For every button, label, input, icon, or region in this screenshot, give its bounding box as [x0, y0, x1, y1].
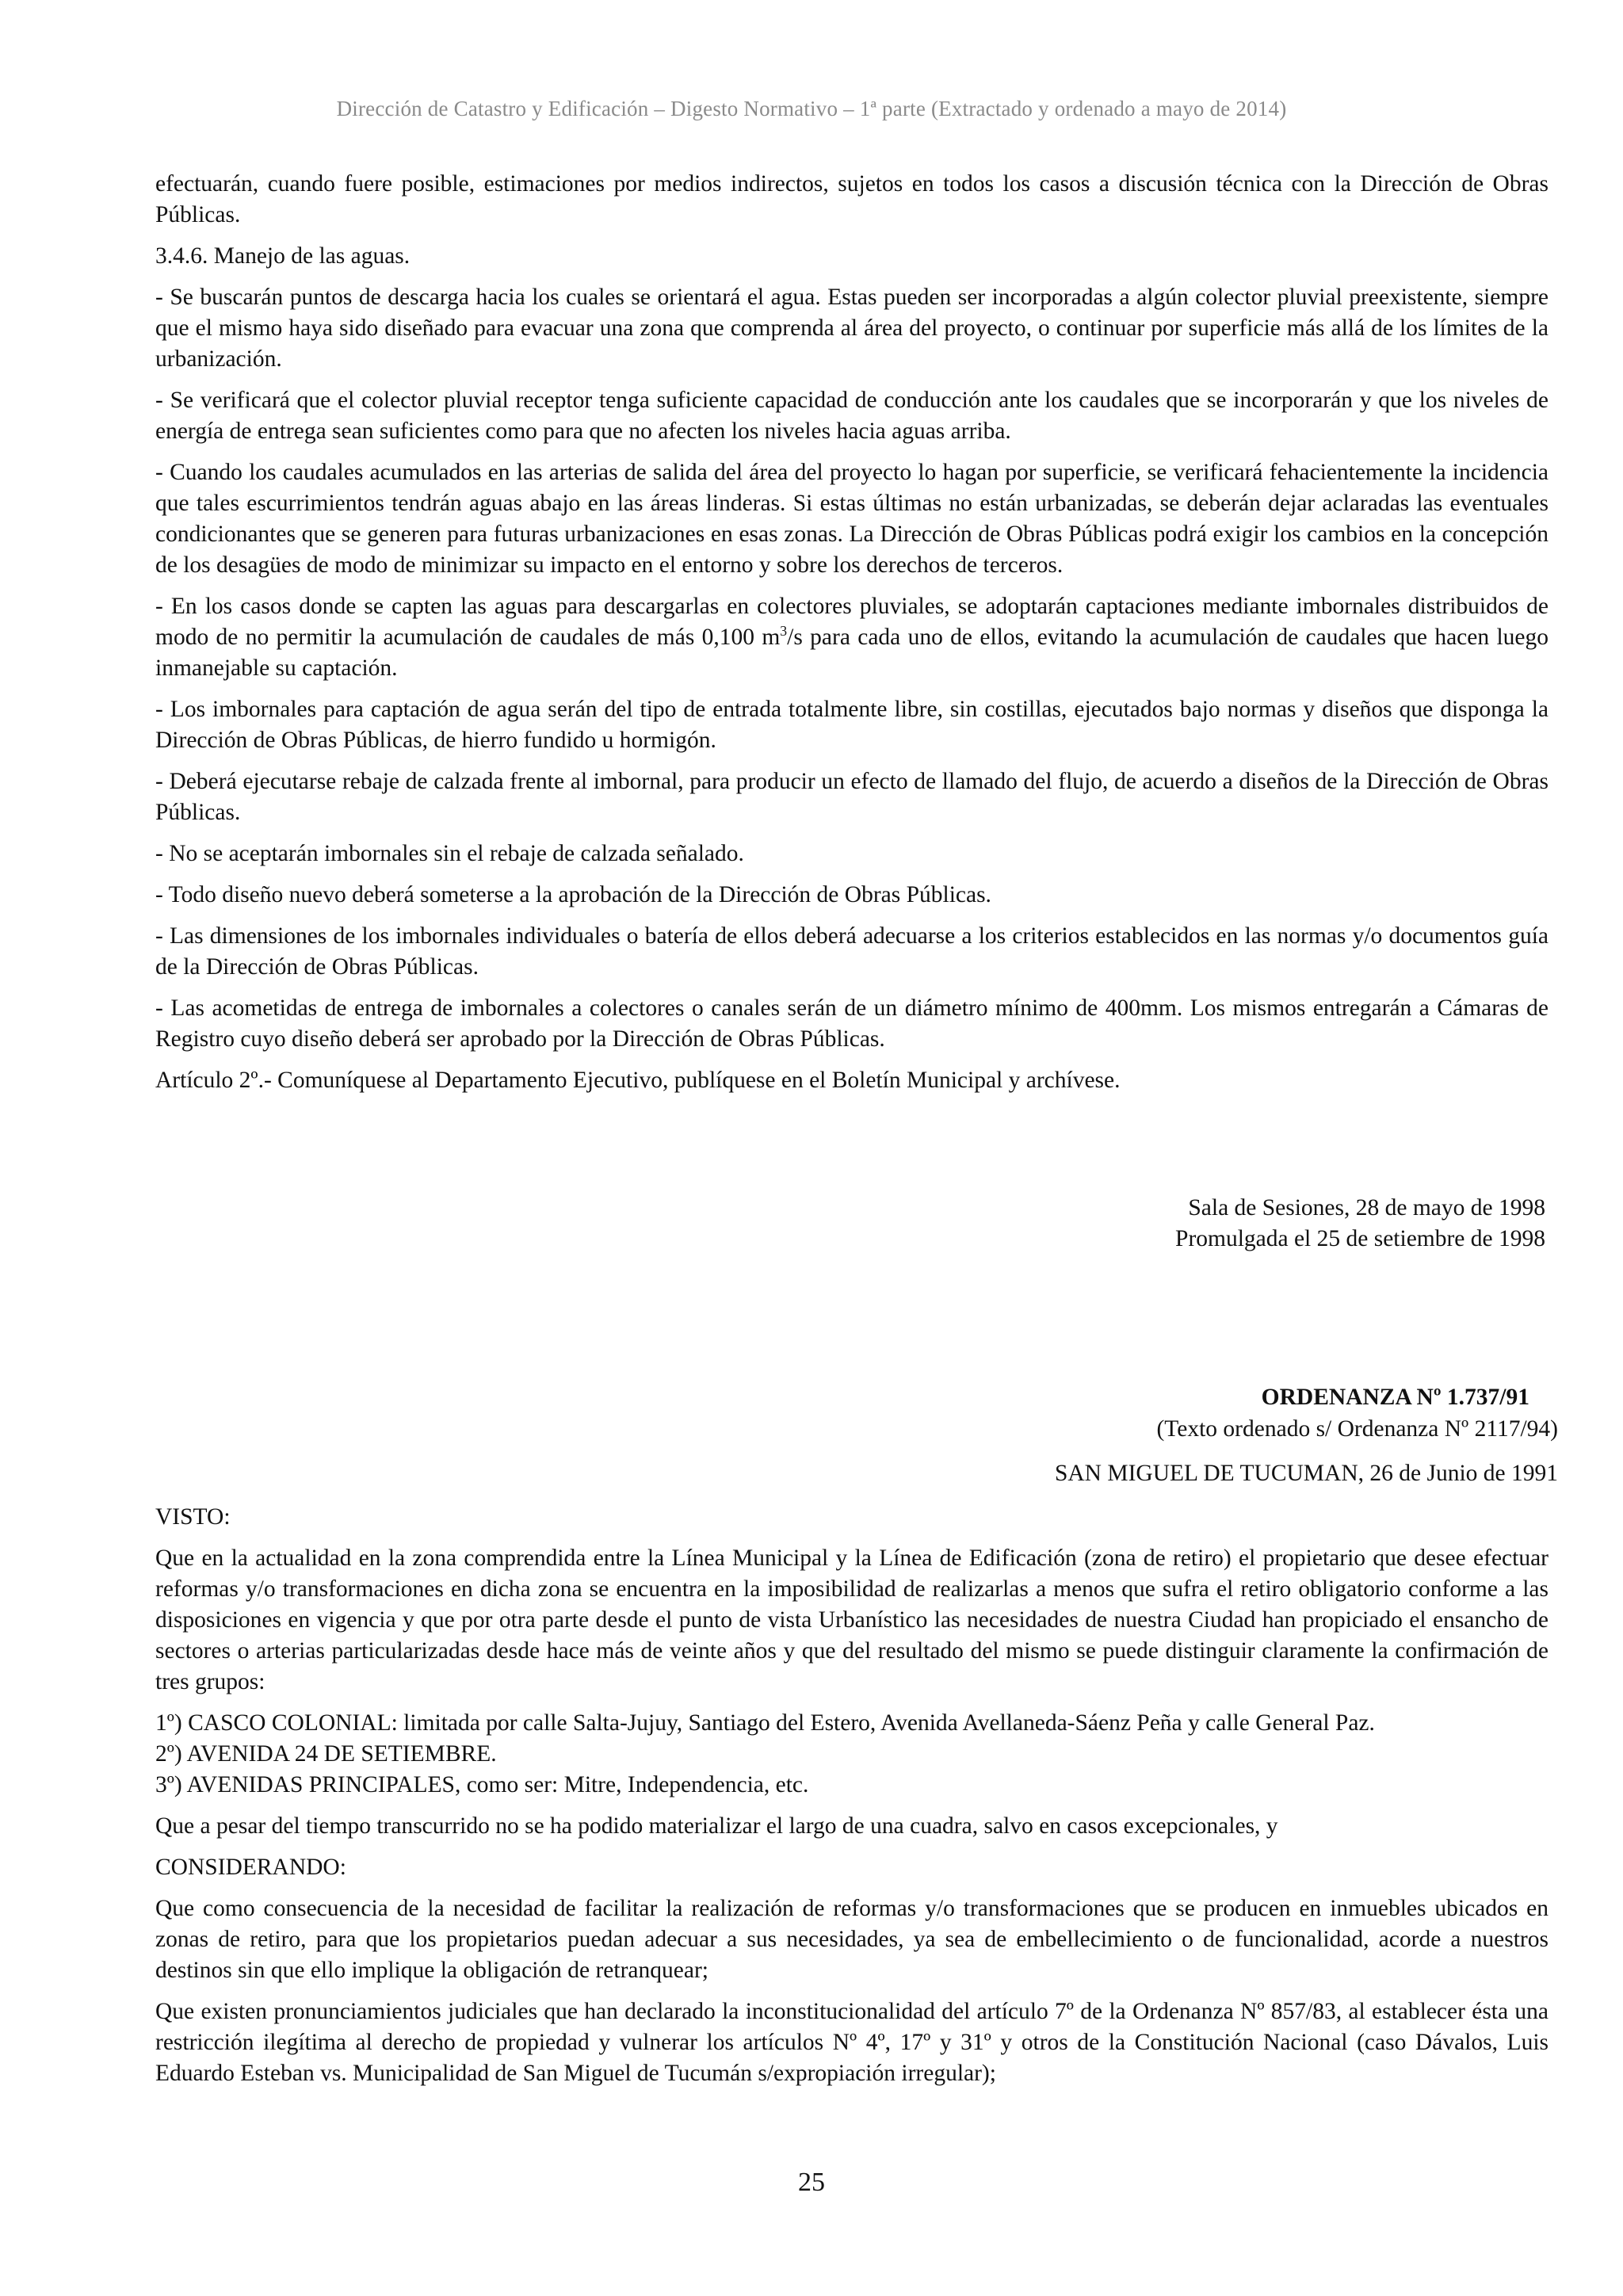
paragraph: - Las dimensiones de los imbornales individuales o batería de ellos deberá adecuarse a los criterios establecidos en las normas y/o documentos guía de la Dirección de Obras Públicas. — [155, 923, 1549, 980]
paragraph: Que en la actualidad en la zona comprendida entre la Línea Municipal y la Línea de Edificación (zona de retiro) el propietario que desee efectuar reformas y/o transformaciones en dicha zona se encuentra en la imposibilidad de realizarlas a menos que sufra el retiro obligatorio conforme a las disposiciones en vigencia y que por otra parte desde el punto de vista Urbanístico las necesidades de nuestra Ciudad han propiciado el ensancho de sectores o arterias particularizadas desde hace más de veinte años y que del resultado del mismo se puede distinguir claramente la confirmación de tres grupos: — [155, 1545, 1549, 1694]
paragraph: Que como consecuencia de la necesidad de facilitar la realización de reformas y/o transformaciones que se producen en inmuebles ubicados en zonas de retiro, para que los propietarios puedan adecuar a sus necesidades, ya sea de embellecimiento o de funcionalidad, acorde a nuestros destinos sin que ello implique la obligación de retranquear; — [155, 1896, 1549, 1983]
paragraph: - Los imbornales para captación de agua serán del tipo de entrada totalmente libre, sin costillas, ejecutados bajo normas y diseños que disponga la Dirección de Obras Públicas, de hierro fundido u hormigón. — [155, 697, 1549, 753]
paragraph: - Todo diseño nuevo deberá someterse a la aprobación de la Dirección de Obras Públicas. — [155, 882, 991, 907]
ordinance-subtitle: (Texto ordenado s/ Ordenanza Nº 2117/94) — [1156, 1416, 1558, 1442]
paragraph-text: /s para cada uno de ellos, evitando la acumulación de caudales que hacen luego inmanejable su captación. — [155, 625, 1549, 681]
place-date: SAN MIGUEL DE TUCUMAN, 26 de Junio de 1991 — [1054, 1461, 1558, 1486]
section-heading: 3.4.6. Manejo de las aguas. — [155, 243, 411, 269]
visto-label: VISTO: — [155, 1504, 231, 1530]
list-item: 2º) AVENIDA 24 DE SETIEMBRE. — [155, 1741, 497, 1767]
promulgation-line: Promulgada el 25 de setiembre de 1998 — [1175, 1226, 1545, 1251]
paragraph: Que a pesar del tiempo transcurrido no se ha podido materializar el largo de una cuadra, salvo en casos excepcionales, y — [155, 1813, 1278, 1839]
ordinance-title: ORDENANZA Nº 1.737/91 — [1261, 1385, 1529, 1410]
considerando-label: CONSIDERANDO: — [155, 1855, 346, 1880]
paragraph: - Se verificará que el colector pluvial receptor tenga suficiente capacidad de conducción ante los caudales que se incorporarán y que los niveles de energía de entrega sean suficientes como para que no afecten los niveles hacia aguas arriba. — [155, 388, 1549, 444]
paragraph: - Cuando los caudales acumulados en las arterias de salida del área del proyecto lo hagan por superficie, se verificará fehacientemente la incidencia que tales escurrimientos tendrán aguas abajo en las áreas linderas. Si estas últimas no están urbanizadas, se deberán dejar aclaradas las eventuales condicionantes que se generen para futuras urbanizaciones en esas zonas. La Dirección de Obras Públicas podrá exigir los cambios en la concepción de los desagües de modo de minimizar su impacto en el entorno y sobre los derechos de terceros. — [155, 460, 1549, 578]
list-item: 1º) CASCO COLONIAL: limitada por calle Salta-Jujuy, Santiago del Estero, Avenida Avellaneda-Sáenz Peña y calle General Paz. — [155, 1710, 1375, 1736]
paragraph: - Las acometidas de entrega de imbornales a colectores o canales serán de un diámetro mínimo de 400mm. Los mismos entregarán a Cámaras de Registro cuyo diseño deberá ser aprobado por la Dirección de Obras Públicas. — [155, 995, 1549, 1052]
ordinance-header — [155, 1382, 1529, 1413]
paragraph: efectuarán, cuando fuere posible, estimaciones por medios indirectos, sujetos en todos los casos a discusión técnica con la Dirección de Obras Públicas. — [155, 171, 1549, 227]
paragraph: - Deberá ejecutarse rebaje de calzada frente al imbornal, para producir un efecto de llamado del flujo, de acuerdo a diseños de la Dirección de Obras Públicas. — [155, 769, 1549, 825]
signature-block — [155, 1193, 1545, 1255]
running-header: Dirección de Catastro y Edificación – Digesto Normativo – 1ª parte (Extractado y ordenado a mayo de 2014) — [336, 97, 1287, 120]
paragraph: - Se buscarán puntos de descarga hacia los cuales se orientará el agua. Estas pueden ser incorporadas a algún colector pluvial preexistente, siempre que el mismo haya sido diseñado para evacuar una zona que comprenda al área del proyecto, o continuar por superficie más allá de los límites de la urbanización. — [155, 285, 1549, 372]
superscript: 3 — [780, 623, 788, 640]
session-line: Sala de Sesiones, 28 de mayo de 1998 — [1188, 1195, 1545, 1221]
page-number: 25 — [798, 2168, 825, 2197]
paragraph: - No se aceptarán imbornales sin el rebaje de calzada señalado. — [155, 841, 744, 866]
list-item: 3º) AVENIDAS PRINCIPALES, como ser: Mitre, Independencia, etc. — [155, 1772, 809, 1797]
article-paragraph: Artículo 2º.- Comuníquese al Departamento Ejecutivo, publíquese en el Boletín Municipal y archívese. — [155, 1068, 1121, 1093]
ordinance-subheader — [155, 1414, 1558, 1445]
section-aguas — [155, 169, 1549, 1106]
paragraph: Que existen pronunciamientos judiciales que han declarado la inconstitucionalidad del artículo 7º de la Ordenanza Nº 857/83, al establecer ésta una restricción ilegítima al derecho de propiedad y vulnerar los artículos Nº 4º, 17º y 31º y otros de la Constitución Nacional (caso Dávalos, Luis Eduardo Esteban vs. Municipalidad de San Miguel de Tucumán s/expropiación irregular); — [155, 1999, 1549, 2086]
ordinance-body — [155, 1502, 1549, 2099]
ordinance-place-date — [155, 1458, 1558, 1489]
paragraph — [155, 591, 1549, 684]
paragraph-text: - En los casos donde se capten las aguas para descargarlas en colectores pluviales, se adoptarán captaciones mediante imbornales distribuidos de modo de no permitir la acumulación de caudales de más 0,100 m — [155, 594, 1549, 650]
